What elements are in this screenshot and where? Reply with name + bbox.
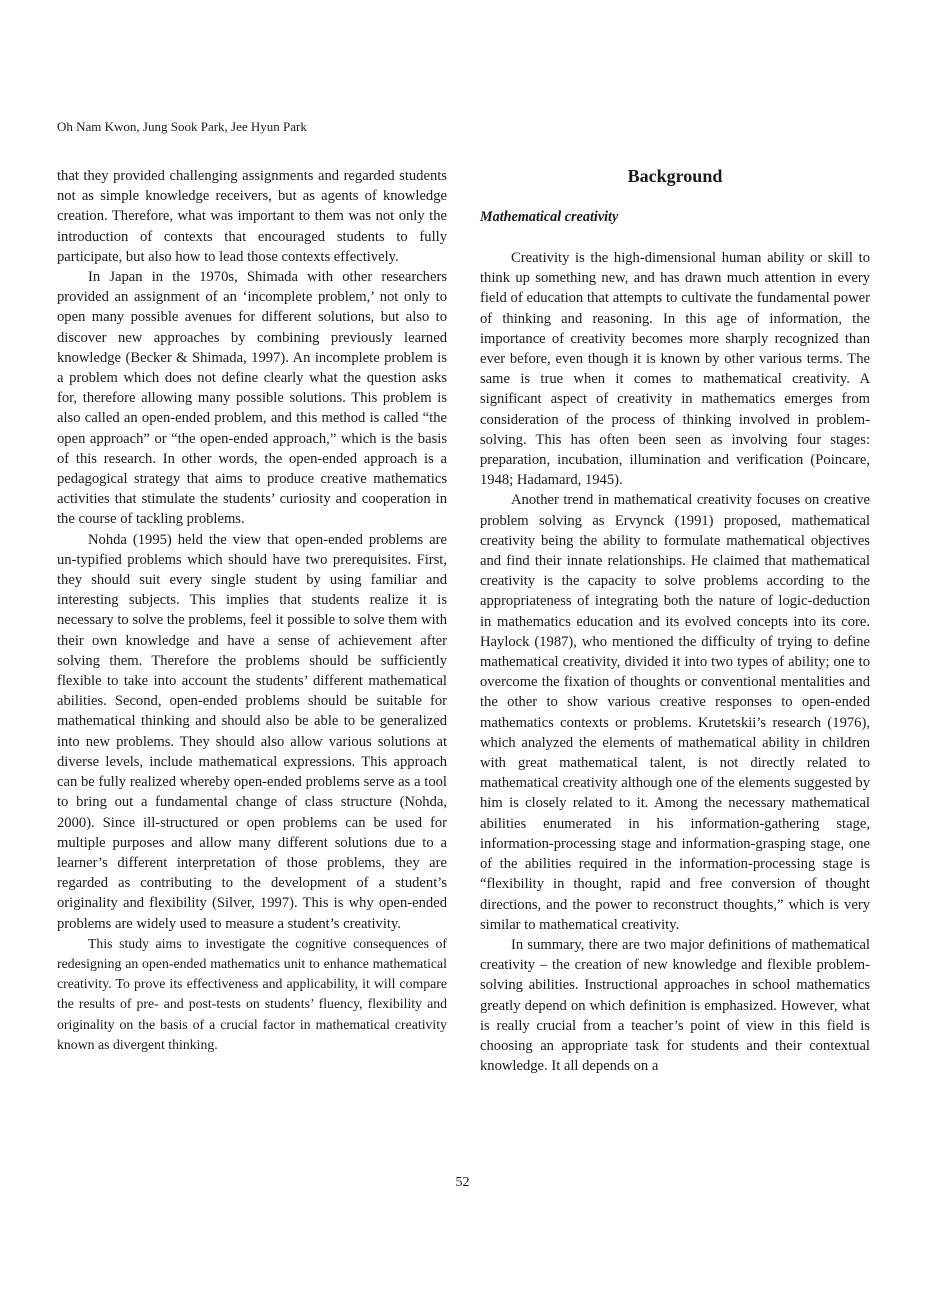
right-column <box>480 166 870 1076</box>
page-number: 52 <box>455 1175 470 1190</box>
right-paragraph-1: Creativity is the high-dimensional human ability or skill to think up something new, and has drawn much attention in every field of education that attempts to cultivate the fundamental power of thinking and reasoning. In this age of information, the importance of creativity becomes more sharply recognized than ever before, even though it is known by other various terms. The same is true when it comes to mathematical creativity. A significant aspect of creativity in mathematics emerges from consideration of the process of thinking involved in problem-solving. This has often been seen as involving four stages: preparation, incubation, illumination and verification (Poincare, 1948; Hadamard, 1945). <box>480 250 870 489</box>
left-paragraph-3: Nohda (1995) held the view that open-ended problems are un-typified problems which should have two prerequisites. First, they should suit every single student by using familiar and interesting subjects. This implies that students realize it is necessary to solve the problems, feel it possible to solve them with their own knowledge and have a sense of achievement after solving them. Therefore the problems should be sufficiently flexible to take into account the students’ different mathematical abilities. Second, open-ended problems should be suitable for mathematical thinking and should also be able to be generalized into new problems. They should also allow various solutions at diverse levels, include mathematical expressions. This approach can be fully realized whereby open-ended problems serve as a tool to bring out a fundamental change of class structure (Nohda, 2000). Since ill-structured or open problems can be used for multiple purposes and allow many different solutions due to a learner’s different interpretation of those problems, they are regarded as contributing to the development of a student’s originality and flexibility (Silver, 1997). This is why open-ended problems are widely used to measure a student’s creativity. <box>57 531 447 932</box>
left-paragraph-2: In Japan in the 1970s, Shimada with other researchers provided an assignment of an ‘incomplete problem,’ not only to open many possible avenues for different solutions, but also to discover new approaches by combining previously learned knowledge (Becker & Shimada, 1997). An incomplete problem is a problem which does not define clearly what the question asks for, therefore allowing many possible solutions. This problem is also called an open-ended problem, and this method is called “the open approach” or “the open-ended approach,” which is the basis of this research. In other words, the open-ended approach is a pedagogical strategy that aims to produce creative mathematics activities that stimulate the students’ curiosity and cooperation in the course of tackling problems. <box>57 269 447 528</box>
subsection-title: Mathematical creativity <box>480 209 619 225</box>
running-header-authors: Oh Nam Kwon, Jung Sook Park, Jee Hyun Park <box>57 119 307 134</box>
section-title: Background <box>627 166 723 186</box>
left-column <box>57 166 447 1055</box>
left-paragraph-1: that they provided challenging assignments and regarded students not as simple knowledge receivers, but as agents of knowledge creation. Therefore, what was important to them was not only the introduction of contexts that encouraged students to fully participate, but also how to lead those contexts effectively. <box>57 168 447 265</box>
left-paragraph-4: This study aims to investigate the cognitive consequences of redesigning an open-ended mathematics unit to enhance mathematical creativity. To prove its effectiveness and applicability, it will compare the results of pre- and post-tests on students’ fluency, flexibility and originality on the basis of a crucial factor in mathematical creativity known as divergent thinking. <box>57 935 447 1052</box>
right-paragraph-3: In summary, there are two major definitions of mathematical creativity – the creation of new knowledge and flexible problem-solving abilities. Instructional approaches in school mathematics greatly depend on which definition is emphasized. However, what is really crucial from a teacher’s point of view in this field is choosing an appropriate task for students and their contextual knowledge. It all depends on a <box>480 936 870 1075</box>
right-paragraph-2: Another trend in mathematical creativity focuses on creative problem solving as Ervynck (1991) proposed, mathematical creativity being the ability to formulate mathematical objectives and find their innate relationships. He claimed that mathematical creativity is the capacity to solve problems according to the appropriateness of integrating both the nature of logic-deduction in mathematics education and its evolved concepts into its core. Haylock (1987), who mentioned the difficulty of trying to define mathematical creativity, divided it into two types of ability; one to overcome the fixation of thoughts or conventional mentalities and the other to show various creative responses to open-ended mathematics contexts or problems. Krutetskii’s research (1976), which analyzed the elements of mathematical ability in children with great mathematical talent, is not directly related to mathematical creativity although one of the elements suggested by him is closely related to it. Among the necessary mathematical abilities enumerated in his information-gathering stage, information-processing stage and information-grasping stage, one of the abilities required in the information-processing stage is “flexibility in thought, rapid and free conversion of thought directions, and the power to reconstruct thoughts,” which is very similar to mathematical creativity. <box>480 492 870 933</box>
